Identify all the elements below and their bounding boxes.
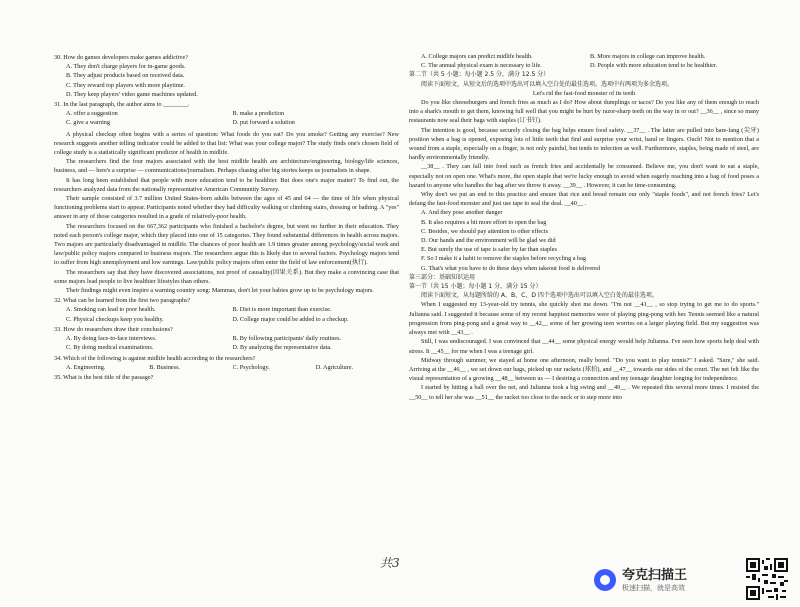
passage-paragraph: The researchers say that they have discovered associations, not proof of causality(因果关系). But they make a convincing case that some majors lead people to live healthier lifestyles than others. [54, 268, 399, 285]
right-column [409, 52, 759, 402]
option-c: C. Physical checkups keep you healthy. [66, 315, 164, 323]
option-d: D. By analyzing the representative data. [232, 344, 332, 352]
question-stem: 33. How do researchers draw their conclusions? [54, 325, 173, 333]
part-3-title: 第三部分：基础知识运用 [409, 273, 476, 281]
option-c: C. The annual physical exam is necessary to life. [421, 62, 542, 70]
question-stem: 35. What is the best title of the passage? [54, 373, 154, 381]
page-number: 共3 [380, 556, 400, 570]
question-stem: 31. In the last paragraph, the author aims to ________. [54, 101, 190, 109]
passage-paragraph: The researchers find the four majors associated with the best midlife health are architecture/engineering, biology/life sciences, business, and — here's a surprise — communications/journalism. Perhaps chasing after big stories keeps us journalists in shape. [54, 158, 399, 175]
option-c: C. They reward top players with more playtime. [66, 81, 185, 89]
option-a: A. Engineering. [66, 363, 106, 371]
option-list [409, 208, 759, 272]
option-item: B. It also requires a bit more effort to open the bag [421, 218, 547, 226]
passage-paragraph: It has long been established that people with more education tend to be healthier. But does one's major matter? To find out, the researchers analyzed data from the nationally representative American Community Survey. [54, 176, 399, 193]
option-b: B. More majors in college can improve health. [590, 53, 706, 60]
cloze-paragraph: When I suggested my 13-year-old try tennis, she quickly shot me down. "I'm not __41__ , so stop trying to get me to do sports." Julianna said. I suggested it because some of my recent happiest memories were of playing ping-pong with her. Tennis seemed like a natural progression from ping-pong and a great way to __42__ some of her growing teen worries on a larger playing field. But my suggestion was always met with __43__ . [409, 301, 759, 337]
question-stem: 32. What can be learned from the first two paragraphs? [54, 297, 191, 305]
option-d: D. They keep players' video game machines updated. [66, 90, 198, 98]
section-2-title: 第二节（共 5 小题；每小题 2.5 分，满分 12.5 分） [409, 71, 550, 79]
option-c: C. By doing medical examinations. [66, 344, 154, 352]
passage-paragraph: Why don't we put an end to this practice and ensure that rice and bread remain our only "staple foods", and not french fries? Let's defang the fast-food monster and just use tape to seal the deal. __40__ . [409, 191, 759, 208]
question-31 [54, 100, 399, 128]
passage-paragraph: Do you like cheeseburgers and french fries as much as I do? How about dumplings or tacos? Do you like any of them enough to reach into a shark's mouth to get them, knowing full well that you might be hurt by razor-sharp teeth on the way in or out? __36__ , since so many restaurants now seal their bags with staples (订书钉). [409, 99, 759, 125]
option-a: A. They don't charge players for in-game goods. [66, 63, 186, 71]
question-34 [54, 354, 399, 372]
passage-paragraph: __38__ . They can fall into food such as french fries and accidentally be consumed. Believe me, you don't want to eat a staple, especially not on open one. What's more, the open staple that we're lucky enough to avoid when eagerly reaching into a bag of food poses a hazard to anyone who handles the bag after we throw it away. __39__ . However, it can be time-consuming. [409, 163, 759, 189]
section-1-title: 第一节（共 15 小题；每小题 1 分，满分 15 分） [409, 283, 542, 291]
option-item: E. But surely the use of tape is safer by far than staples [421, 246, 557, 254]
watermark-slogan: 极速扫描，就是高效 [622, 583, 685, 592]
option-item: A. And they pose another danger [421, 209, 503, 217]
option-d: D. College major could be added to a checkup. [232, 315, 349, 323]
option-item: C. Besides, we should pay attention to other effects [421, 227, 549, 235]
cloze-paragraph: Still, I was undiscouraged. I was convinced that __44__ some physical energy would help Julianna. I've seen how sports help deal with stress. It __45__ for me when I was a teenage girl. [409, 338, 759, 355]
option-a: A. By doing face-to-face interviews. [66, 335, 157, 343]
section-2-instructions: 阅读下面短文，从短文后的选项中选出可以填入空白处的最佳选项。选项中有两项为多余选项。 [421, 80, 674, 88]
watermark-brand: 夸克扫描王 [622, 567, 688, 583]
passage-title: Let's rid the fast-food monster of its teeth [532, 89, 636, 97]
option-a: A. College majors can predict midlife health. [421, 53, 533, 60]
option-b: B. By following participants' daily routines. [232, 335, 342, 343]
question-32 [54, 296, 399, 324]
option-b: B. make a prediction [232, 110, 285, 118]
passage-paragraph: Their findings might even inspire a warning country song: Mammas, don't let your babies grow up to be psychology majors. [66, 287, 374, 295]
option-d: D. Agriculture. [315, 363, 354, 371]
question-stem: 30. How do games developers make games addictive? [54, 54, 189, 61]
qr-code-icon [746, 558, 788, 600]
passage-paragraph: The researchers focused on the 667,362 participants who finished a bachelor's degree, but went no further in their education. They noted each person's college major, which they placed into one of 15 categories. They found substantial differences in health across majors. Two majors are particularly disadvantaged in midlife. The chances of poor health are 1.9 times greater among psychology/social work and law/public policy majors compared to business majors. The researchers argue this is likely due to several factors. Psychology majors tend to suffer from high unemployment and low earnings. Law/public policy majors often enter the field of law enforcement(执行). [54, 222, 399, 267]
option-item: G. That's what you have to do these days when takeout food is delivered [421, 264, 601, 272]
passage-paragraph: A physical checkup often begins with a series of question: What foods do you eat? Do you smoke? Getting any exercise? New research suggests another telling indicator could be added to that list: What was your college major? The study finds one's chosen field of college study is a statistically significant predictor of health in midlife. [54, 130, 399, 157]
option-d: D. put forward a solution [232, 119, 295, 127]
option-b: B. Diet is more important than exercise. [232, 306, 332, 314]
scanner-logo-icon [594, 569, 616, 591]
option-item: D. Our hands and the environment will be glad we did [421, 237, 556, 245]
cloze-paragraph: I started by hitting a ball over the net, and Julianna took a big swing and __49__ . We repeated this several more times. I resisted the __50__ to tell her she was __51__ the racket too close to the neck or to step more into [409, 384, 759, 401]
option-c: C. give a warning [66, 119, 110, 127]
left-column [54, 52, 399, 382]
question-30 [54, 53, 399, 99]
option-b: B. They adjust products based on received data. [66, 72, 185, 80]
question-35 [54, 373, 399, 382]
option-c: C. Psychology. [232, 363, 270, 371]
option-b: B. Business. [149, 363, 181, 371]
scanner-watermark [594, 556, 794, 604]
option-d: D. People with more education tend to be healthier. [590, 62, 718, 70]
question-stem: 34. Which of the following is against midlife health according to the researchers? [54, 354, 256, 362]
option-a: A. Smoking can lead to poor health. [66, 306, 156, 314]
option-a: A. offer a suggestion [66, 110, 118, 118]
passage-paragraph: The intention is good, because securely closing the bag helps ensure food safety. __37__ . The latter are pulled into bare-fang (尖牙) position when a bag is opened, exposing lots of little teeth that find and surprise your wrist, hand or fingers. Ouch! Not to mention that a wound from a staple, especially on a finger, is not only painful, but tends to infection as well. Furthermore, staples, being made of steel, are hardly environmentally friendly. [409, 126, 759, 162]
cloze-paragraph: Midway through summer, we stayed at home one afternoon, really bored. "Do you want to play tennis?" I asked. "Sure," she said. Arriving at the __46__ , we set down our bags, picked up our rackets (球拍), and __47__ towards our sides of the court. The net felt like the visual representation of a growing __48__ between us — I desiring a connection and my teenage daughter longing for independence. [409, 356, 759, 383]
passage-paragraph: Their sample consisted of 3.7 million United States-born adults between the ages of 45 and 64 — the time of life when physical functioning problems start to appear. Participants noted whether they had difficulty walking or climbing stairs, dressing or bathing. A "yes" answer in any of those categories resulted in a grade of relatively-poor health. [54, 195, 399, 221]
option-item: F. So I make it a habit to remove the staples before recycling a bag [421, 255, 586, 263]
section-1-instructions: 阅读下面短文，从每题所给的 A、B、C、D 四个选项中选出可以填入空白处的最佳选项。 [421, 292, 658, 300]
question-33 [54, 325, 399, 353]
